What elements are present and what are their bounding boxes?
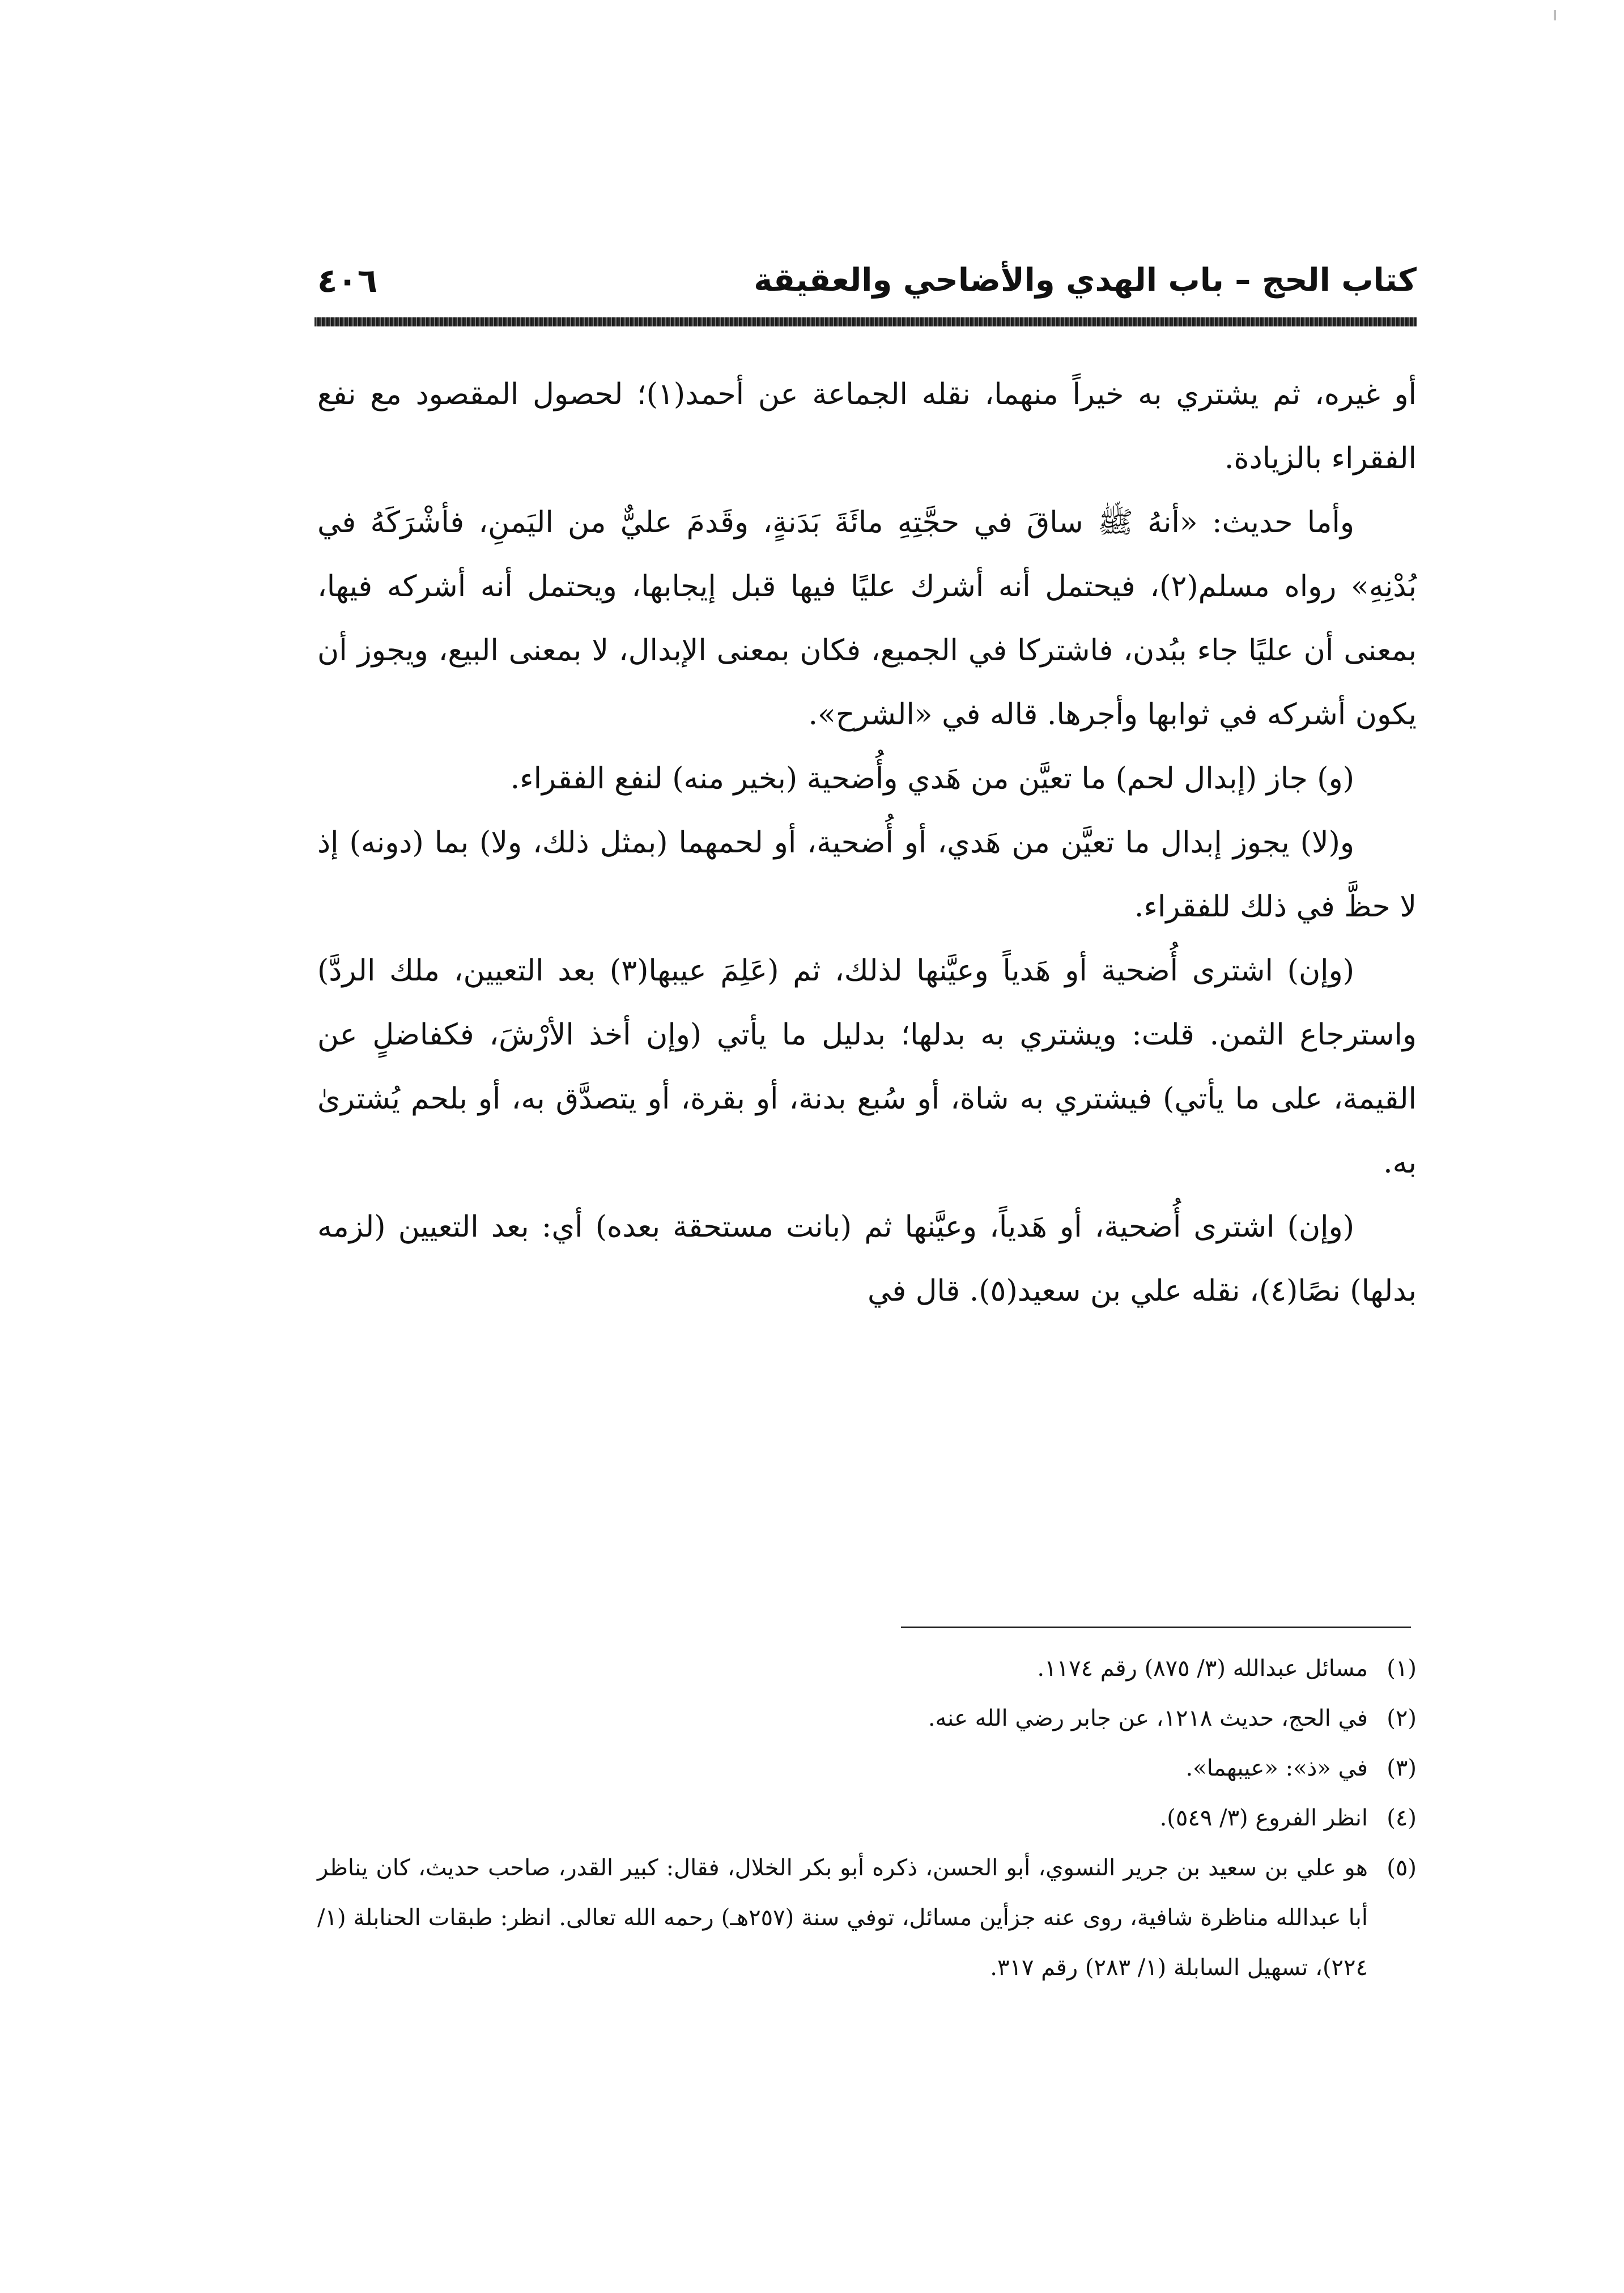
footnote-number: (٣) [1387,1755,1417,1781]
paragraph: أو غيره، ثم يشتري به خيراً منهما، نقله الجماعة عن أحمد(١)؛ لحصول المقصود مع نفع الفقراء بالزيادة. [317,377,1417,475]
scan-corner-mark [1554,10,1556,20]
footnote-text: في الحج، حديث ١٢١٨، عن جابر رضي الله عنه. [928,1705,1368,1731]
main-text [317,363,1417,1323]
paragraph: (وإن) اشترى أُضحية أو هَدياً وعيَّنها لذلك، ثم (عَلِمَ عيبها(٣) بعد التعيين، ملك الردَّ) واسترجاع الثمن. قلت: ويشتري به بدلها؛ بدليل ما يأتي (وإن أخذ الأرْشَ، فكفاضلٍ عن القيمة، على ما يأتي) فيشتري به شاة، أو سُبع بدنة، أو بقرة، أو يتصدَّق به، أو بلحم يُشترىٰ به. [317,954,1417,1180]
footnote [317,1843,1417,1993]
header-title: كتاب الحج – باب الهدي والأضاحي والعقيقة [754,262,1417,299]
footnote-number: (٤) [1387,1805,1417,1831]
paragraph: (و) جاز (إبدال لحم) ما تعيَّن من هَدي وأُضحية (بخير منه) لنفع الفقراء. [510,762,1354,796]
footnote-text: انظر الفروع (٣/ ٥٤٩). [1159,1805,1368,1831]
footnote [317,1743,1417,1793]
paragraph: وأما حديث: «أنهُ ﷺ ساقَ في حجَّتِهِ مائَةَ بَدَنةٍ، وقَدمَ عليٌّ من اليَمنِ، فأشْرَكَهُ في بُدْنِهِ» رواه مسلم(٢)، فيحتمل أنه أشرك عليًا فيها قبل إيجابها، ويحتمل أنه أشركه فيها، بمعنى أن عليًا جاء ببُدن، فاشتركا في الجميع، فكان بمعنى الإبدال، لا بمعنى البيع، ويجوز أن يكون أشركه في ثوابها وأجرها. قاله في «الشرح». [317,506,1417,732]
header-divider [314,317,1417,326]
footnotes [317,1644,1417,1993]
footnote-number: (٢) [1387,1705,1417,1731]
paragraph: (وإن) اشترى أُضحية، أو هَدياً، وعيَّنها ثم (بانت مستحقة بعده) أي: بعد التعيين (لزمه بدلها) نصًا(٤)، نقله علي بن سعيد(٥). قال في [317,1210,1417,1308]
footnote-text: في «ذ»: «عيبهما». [1185,1755,1368,1781]
footnote-text: مسائل عبدالله (٣/ ٨٧٥) رقم ١١٧٤. [1037,1655,1368,1681]
paragraph: و(لا) يجوز إبدال ما تعيَّن من هَدي، أو أُضحية، أو لحمهما (بمثل ذلك، ولا) بما (دونه) إذ لا حظَّ في ذلك للفقراء. [317,826,1417,924]
footnote [317,1793,1417,1843]
footnote [317,1644,1417,1693]
footnote-separator [901,1627,1411,1628]
footnote [317,1693,1417,1743]
running-header [317,261,1417,300]
footnote-text: هو علي بن سعيد بن جرير النسوي، أبو الحسن، ذكره أبو بكر الخلال، فقال: كبير القدر، صاحب حديث، كان يناظر أبا عبدالله مناظرة شافية، روى عنه جزأين مسائل، توفي سنة (٢٥٧هـ) رحمه الله تعالى. انظر: طبقات الحنابلة (١/ ٢٢٤)، تسهيل السابلة (١/ ٢٨٣) رقم ٣١٧. [317,1855,1368,1981]
footnote-number: (٥) [1387,1855,1417,1881]
page-number: ٤٠٦ [317,261,378,300]
footnote-number: (١) [1387,1655,1417,1681]
